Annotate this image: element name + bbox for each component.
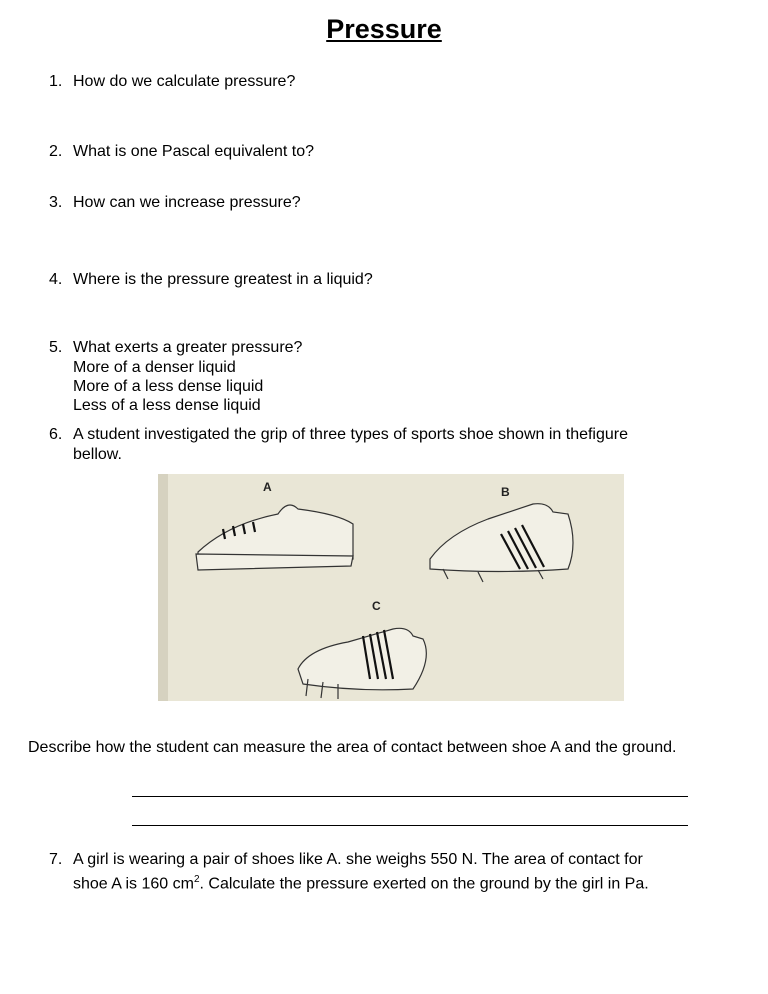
figure-label-b: B [501, 485, 510, 499]
figure-label-c: C [372, 599, 381, 613]
shoes-figure [158, 474, 624, 701]
option: More of a denser liquid [73, 359, 236, 376]
page-title: Pressure [326, 14, 442, 44]
describe-prompt: Describe how the student can measure the area of contact between shoe A and the ground. [28, 739, 677, 756]
figure-label-a: A [263, 480, 272, 494]
option: More of a less dense liquid [73, 378, 264, 395]
option: Less of a less dense liquid [73, 397, 261, 414]
shoes-illustration [158, 474, 624, 701]
question-7-line-2: shoe A is 160 $cm^2$. Calculate the pressure exerted on the ground by the girl in Pa. [73, 874, 649, 893]
answer-line[interactable] [132, 825, 688, 826]
answer-line[interactable] [132, 796, 688, 797]
